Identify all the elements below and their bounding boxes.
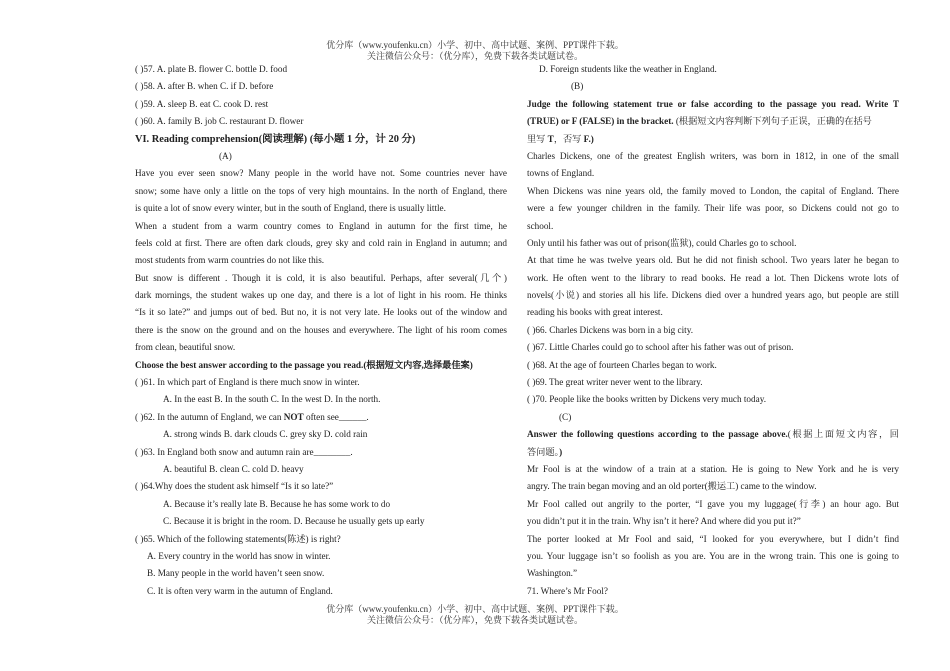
passage-b-line: Only until his father was out of prison(监狱), could Charles go to school. (527, 237, 797, 248)
right-column (527, 61, 899, 600)
page-header (0, 40, 950, 62)
instruction-a-cn: (根据短文内容,选择最佳案) (363, 359, 473, 370)
part-a-label: (A) (219, 150, 232, 161)
question-61-options: A. In the east B. In the south C. In the west D. In the north. (163, 394, 381, 405)
passage-a-line: “Is it so late?” and jumps out of bed. But no, it is not very late. He looks out of the window and (135, 307, 507, 318)
passage-a-line: from clean, beautiful snow. (135, 342, 236, 353)
passage-b-line: school. (527, 220, 554, 231)
passage-a-line: most students from warm countries do not like this. (135, 255, 325, 266)
passage-c-line: you. Your luggage isn’t so foolish as you are. You are in the wrong train. This one is going to (527, 550, 899, 561)
question-59: ( )59. A. sleep B. eat C. cook D. rest (135, 98, 269, 109)
question-65-option-a: A. Every country in the world has snow in winter. (147, 550, 331, 561)
passage-b-line: towns of England. (527, 168, 595, 179)
instruction-b-cn-3: ，否写 (553, 133, 584, 144)
instruction-b-false: F.) (583, 133, 594, 144)
passage-c-line: Mr Fool is at the window of a train at a station. He is going to New York and he is very (527, 463, 899, 474)
question-64-options-1: A. Because it’s really late B. Because he has some work to do (163, 498, 391, 509)
instruction-c-cn: (根据上面短文内容，回 (787, 429, 899, 440)
question-70: ( )70. People like the books written by Dickens very much today. (527, 394, 766, 405)
passage-a-line: dark mornings, the student wakes up one day, and there is a lot of light in his room. He thinks (135, 290, 507, 301)
question-64-options-2: C. Because it is bright in the room. D. Because he usually gets up early (163, 516, 425, 527)
passage-c-line: Mr Fool called out angrily to the porter, “I gave you my luggage(行李) an hour ago. But (527, 498, 899, 509)
question-62-emphasis: NOT (283, 411, 304, 422)
passage-b-line: novels(小说) and stories all his life. Dickens died over a hundred years ago, but people are still (527, 290, 899, 301)
question-58: ( )58. A. after B. when C. if D. before (135, 81, 274, 92)
instruction-c-cn-2: 答问题。 (527, 446, 560, 457)
passage-b-line: When Dickens was nine years old, the family moved to London, the capital of England. There (527, 185, 899, 196)
instruction-c-bold: Answer the following questions according to the passage above. (527, 429, 788, 440)
left-column (135, 61, 507, 600)
passage-a-line: When a student from a warm country comes to England in autumn for the first time, he (135, 220, 507, 231)
instruction-a (135, 357, 507, 374)
passage-c-line: angry. The train began moving and an old porter(搬运工) came to the window. (527, 481, 817, 492)
question-65-option-b: B. Many people in the world haven’t seen snow. (147, 568, 325, 579)
question-62-options: A. strong winds B. dark clouds C. grey sky D. cold rain (163, 429, 368, 440)
passage-a-line: But snow is different . Though it is cold, it is also beautiful. Perhaps, after several(几个) (135, 272, 507, 283)
question-66: ( )66. Charles Dickens was born in a big city. (527, 324, 694, 335)
question-62-blank: often see______. (303, 411, 369, 422)
passage-c-line: you didn’t put it in the train. Why isn’t it here? And where did you put it?” (527, 516, 801, 527)
instruction-b-cn-2: 里写 (527, 133, 548, 144)
instruction-b-cn: (根据短文内容判断下列句子正误，正确的在括号 (673, 116, 872, 127)
page-footer (0, 604, 950, 626)
question-60: ( )60. A. family B. job C. restaurant D. flower (135, 116, 304, 127)
question-65-option-c: C. It is often very warm in the autumn of England. (147, 585, 333, 596)
instruction-b-line-2 (527, 113, 899, 130)
question-63: ( )63. In England both snow and autumn rain are________. (135, 446, 353, 457)
question-57: ( )57. A. plate B. flower C. bottle D. food (135, 64, 288, 74)
question-62 (135, 409, 507, 426)
question-67: ( )67. Little Charles could go to school after his father was out of prison. (527, 342, 794, 353)
question-64: ( )64.Why does the student ask himself “Is it so late?” (135, 481, 334, 492)
passage-b-line: At that time he was twelve years old. But he did not finish school. Two years later he began to (527, 255, 899, 266)
passage-b-line: Charles Dickens, one of the greatest English writers, was born in 1812, in one of the small (527, 150, 899, 161)
footer-line-1: 优分库（www.youfenku.cn）小学、初中、高中试题、案例、PPT课件下载。 (326, 604, 624, 614)
passage-a-line: snow; some have only a little on the tops of very high mountains. In the north of England, there (135, 185, 507, 196)
instruction-c-line-2 (527, 444, 899, 461)
passage-b-line: reading his books with great interest. (527, 307, 663, 318)
passage-b-line: were a few younger children in the family. Their life was poor, so Dickens could not go to (527, 203, 899, 214)
passage-a-line: there is the snow on the ground and on the houses and everywhere. The light of his room comes (135, 324, 507, 335)
instruction-a-bold: Choose the best answer according to the passage you read. (135, 359, 364, 370)
section-title: VI. Reading comprehension(阅读理解) (每小题 1 分，计 20 分) (135, 133, 416, 145)
question-61: ( )61. In which part of England is there much snow in winter. (135, 377, 360, 388)
instruction-b-bold: (TRUE) or F (FALSE) in the bracket. (527, 116, 674, 127)
passage-c-line: Washington.” (527, 568, 578, 579)
question-69: ( )69. The great writer never went to the library. (527, 377, 703, 388)
question-68: ( )68. At the age of fourteen Charles began to work. (527, 359, 717, 370)
question-62-text: ( )62. In the autumn of England, we can (135, 411, 284, 422)
question-63-options: A. beautiful B. clean C. cold D. heavy (163, 463, 304, 474)
part-c-label: (C) (559, 411, 572, 422)
passage-a-line: Have you ever seen snow? Many people in the world have not. Some countries never have (135, 168, 507, 179)
footer-line-2: 关注微信公众号：（优分库），免费下载各类试题试卷。 (366, 615, 583, 625)
passage-b-line: work. He often went to the library to read books. He read a lot. Then Dickens wrote lots of (527, 272, 899, 283)
instruction-b-line-1: Judge the following statement true or false according to the passage you read. Write T (527, 98, 899, 109)
passage-a-line: is quite a lot of snow every winter, but in the south of England, there is usually little. (135, 203, 446, 214)
header-line-2: 关注微信公众号：（优分库），免费下载各类试题试卷。 (366, 51, 583, 61)
instruction-c-line-1 (527, 426, 899, 443)
question-71: 71. Where’s Mr Fool? (527, 585, 608, 596)
instruction-b-true: T (547, 133, 554, 144)
question-65: ( )65. Which of the following statements(陈述) is right? (135, 533, 341, 544)
question-65-option-d: D. Foreign students like the weather in England. (539, 64, 717, 74)
instruction-b-line-3 (527, 131, 899, 148)
instruction-c-end: ) (559, 446, 563, 457)
passage-a-line: feels cold at first. There are often dark clouds, grey sky and cold rain in England in autumn; and (135, 237, 507, 248)
part-b-label: (B) (571, 81, 584, 92)
passage-c-line: The porter looked at Mr Fool and said, “I looked for you everywhere, but I didn’t find (527, 533, 899, 544)
header-line-1: 优分库（www.youfenku.cn）小学、初中、高中试题、案例、PPT课件下载。 (326, 40, 624, 50)
